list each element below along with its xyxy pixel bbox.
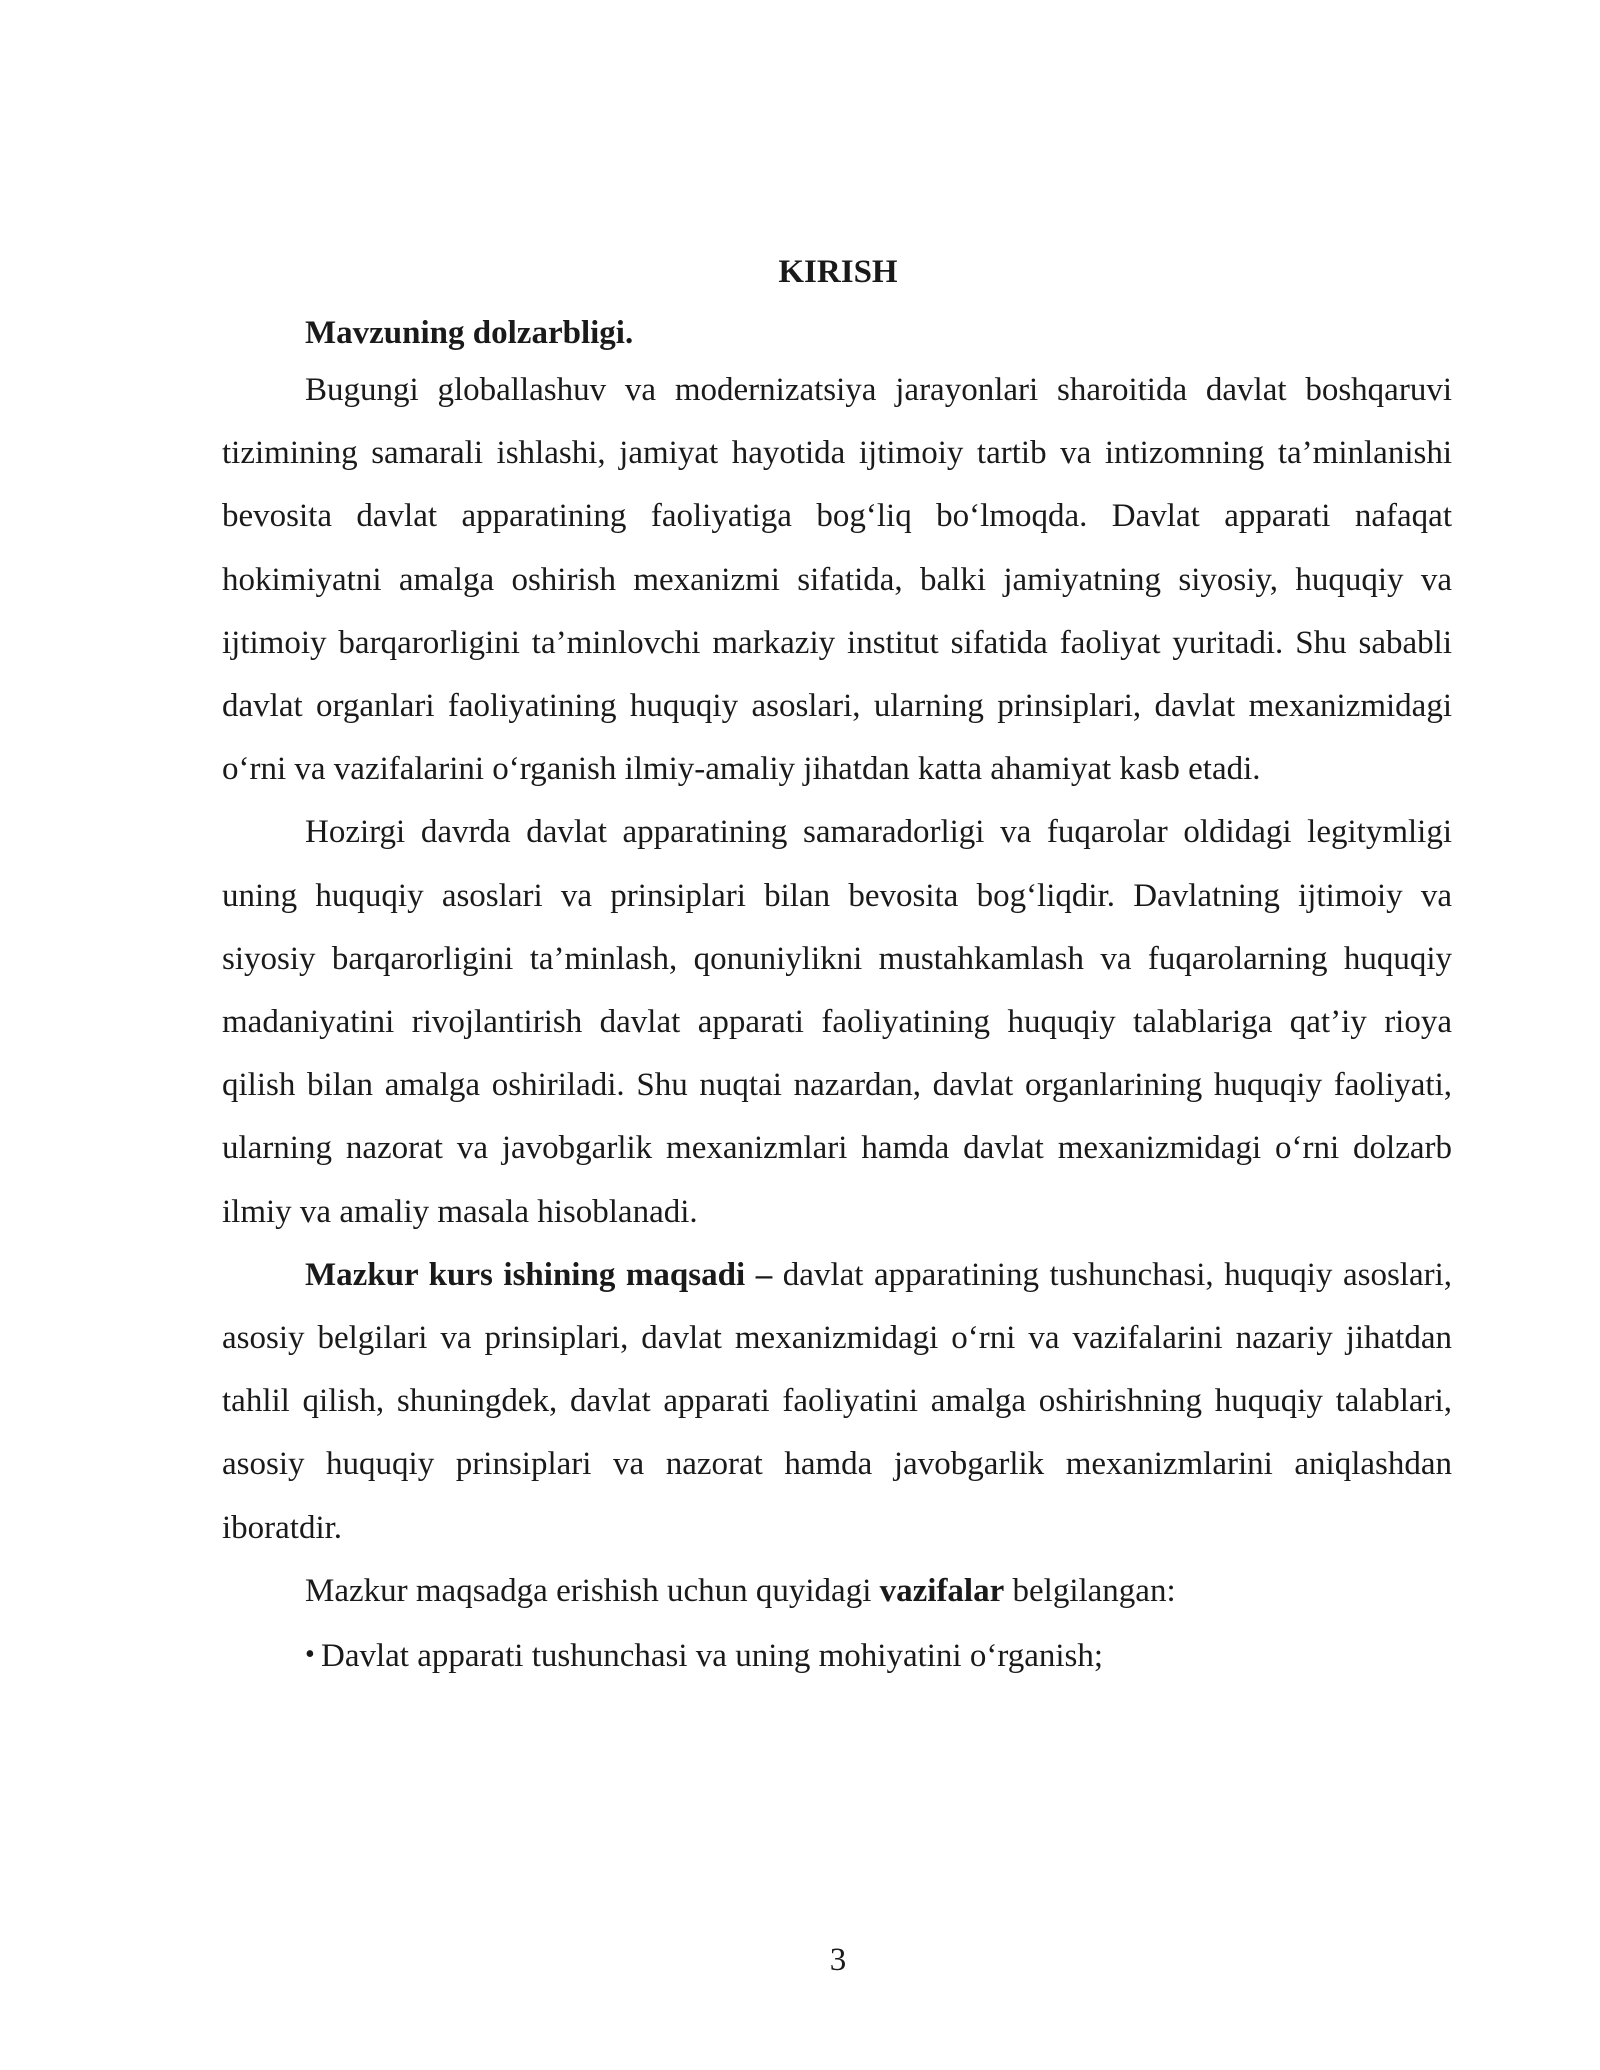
- list-item-text: Davlat apparati tushunchasi va uning mohiyatini o‘rganish;: [321, 1638, 1104, 1675]
- tasks-label: vazifalar: [879, 1572, 1005, 1609]
- goal-label: Mazkur kurs ishining maqsadi –: [305, 1256, 773, 1293]
- tasks-intro-end: belgilangan:: [1004, 1572, 1176, 1609]
- bullet-icon: •: [305, 1639, 315, 1671]
- tasks-intro-text: Mazkur maqsadga erishish uchun quyidagi: [305, 1572, 880, 1609]
- list-item: [222, 1623, 1452, 1688]
- page-title: KIRISH: [778, 254, 898, 290]
- paragraph-current-period: Hozirgi davrda davlat apparatining samaradorligi va fuqarolar oldidagi legitymligi uning huquqiy asoslari va prinsiplari bilan bevosita bog‘liqdir. Davlatning ijtimoiy va siyosiy barqarorligini ta’minlash, qonuniylikni mustahkamlash va fuqarolarning huquqiy madaniyatini rivojlantirish davlat apparati faoliyatining huquqiy talablariga qat’iy rioya qilish bilan amalga oshiriladi. Shu nuqtai nazardan, davlat organlarining huquqiy faoliyati, ularning nazorat va javobgarlik mexanizmlari hamda davlat mexanizmidagi o‘rni dolzarb ilmiy va amaliy masala hisoblanadi.: [222, 814, 1452, 1230]
- paragraph-goal: [222, 1244, 1452, 1560]
- paragraph-relevance: Bugungi globallashuv va modernizatsiya jarayonlari sharoitida davlat boshqaruvi tizimining samarali ishlashi, jamiyat hayotida ijtimoiy tartib va intizomning ta’minlanishi bevosita davlat apparatining faoliyatiga bog‘liq bo‘lmoqda. Davlat apparati nafaqat hokimiyatni amalga oshirish mexanizmi sifatida, balki jamiyatning siyosiy, huquqiy va ijtimoiy barqarorligini ta’minlovchi markaziy institut sifatida faoliyat yuritadi. Shu sababli davlat organlari faoliyatining huquqiy asoslari, ularning prinsiplari, davlat mexanizmidagi o‘rni va vazifalarini o‘rganish ilmiy-amaliy jihatdan katta ahamiyat kasb etadi.: [222, 372, 1452, 788]
- body-text: [222, 359, 1452, 1688]
- page-number: 3: [829, 1942, 847, 1978]
- goal-text: davlat apparatining tushunchasi, huquqiy asoslari, asosiy belgilari va prinsiplari, davlat mexanizmidagi o‘rni va vazifalarini nazariy jihatdan tahlil qilish, shuningdek, davlat apparati faoliyatini amalga oshirishning huquqiy talablari, asosiy huquqiy prinsiplari va nazorat hamda javobgarlik mexanizmlarini aniqlashdan iboratdir.: [222, 1256, 1453, 1546]
- paragraph-tasks-intro: [222, 1560, 1452, 1623]
- section-subtitle: Mavzuning dolzarbligi.: [305, 315, 634, 351]
